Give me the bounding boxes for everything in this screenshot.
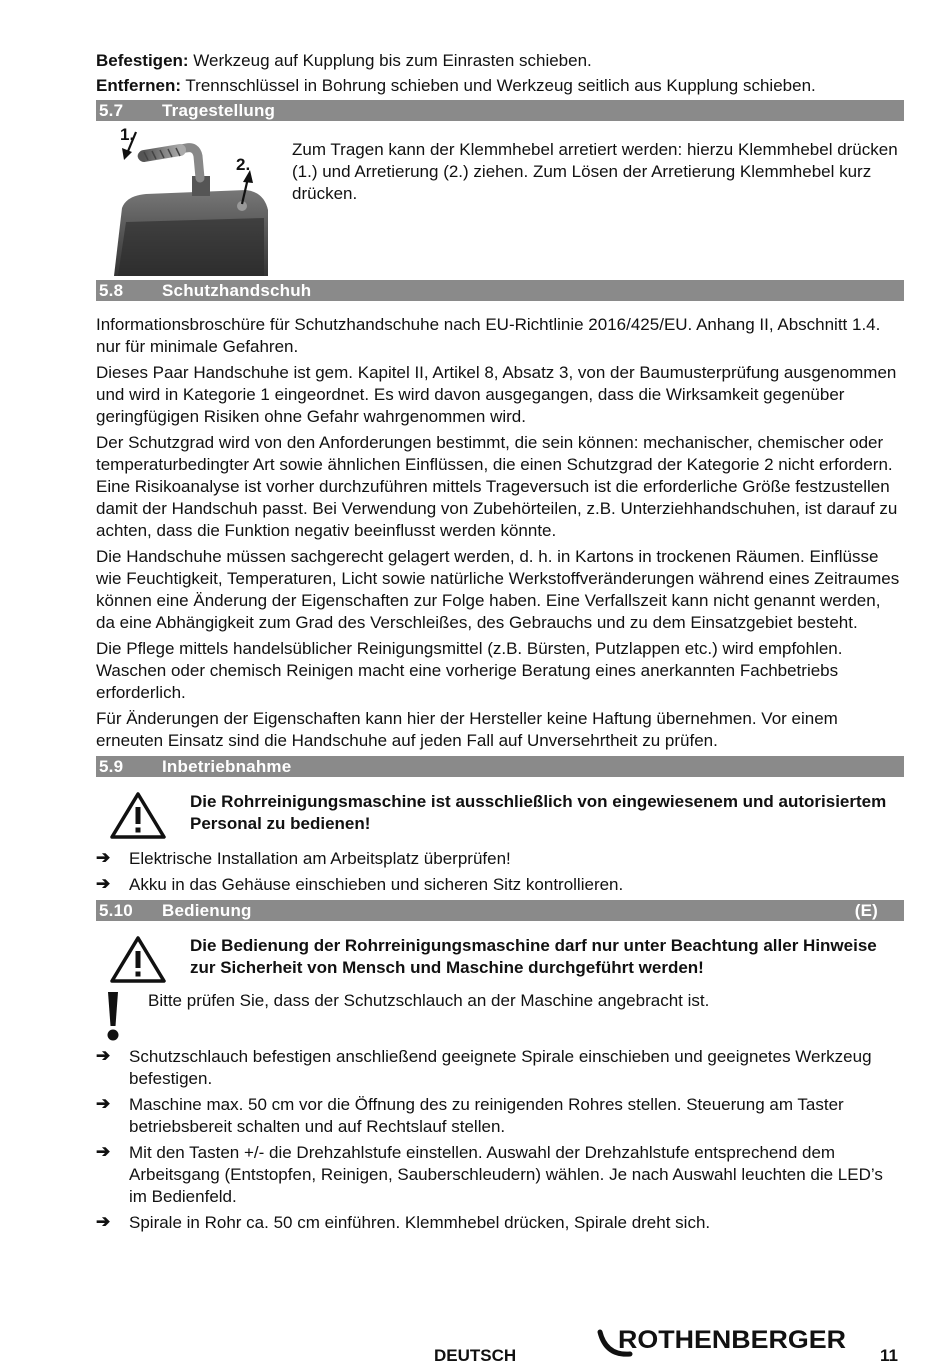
machine-illustration (96, 126, 268, 276)
page-number: 11 (880, 1346, 898, 1365)
section-heading-5-8: 5.8 Schutzhandschuh (96, 280, 904, 301)
manual-page (96, 50, 904, 1238)
section-heading-5-7: 5.7 Tragestellung (96, 100, 904, 121)
footer-language: DEUTSCH (434, 1346, 517, 1365)
warning-triangle-icon (110, 791, 170, 844)
intro-remove: Entfernen: Trennschlüssel in Bohrung schieben und Werkzeug seitlich aus Kupplung schieben. (96, 76, 816, 95)
list-item: ➔ Elektrische Installation am Arbeitsplatz überprüfen! (96, 848, 511, 868)
glove-paragraph-2: Dieses Paar Handschuhe ist gem. Kapitel II, Artikel 8, Absatz 3, von der Baumusterprüfung ausgenommen und wird in Kategorie 1 eingeordnet. Es wird davon ausgegangen, dass die Wirksamkeit gegenüber geringfügigen Risiken ohne Gefahr wahrgenommen wird. (96, 363, 897, 426)
warning-block-commissioning (96, 791, 904, 844)
note-text: Bitte prüfen Sie, dass der Schutzschlauch an der Maschine angebracht ist. (148, 991, 710, 1010)
warning-text-operation: Die Bedienung der Rohrreinigungsmaschine darf nur unter Beachtung aller Hinweise zur Sicherheit von Mensch und Maschine durchgeführt werden! (190, 936, 877, 977)
section-tag: (E) (854, 901, 878, 920)
list-item: ➔ Maschine max. 50 cm vor die Öffnung des zu reinigenden Rohres stellen. Steuerung am Taster betriebsbereit schalten und auf Rechtslauf stellen. (96, 1094, 844, 1136)
exclamation-icon (106, 990, 146, 1042)
glove-paragraph-3: Der Schutzgrad wird von den Anforderungen bestimmt, die sein können: mechanischer, chemischer oder temperaturbedingter Art sowie ähnlichen Einflüssen, die einen Schutzgrad der Kategorie 2 nicht erfordern. Eine Risikoanalyse ist vorher durchzuführen mittels Trageversuch ist die erforderliche Größe festzustellen damit der Handschuh passt. Bei Verwendung von Zubehörteilen, z.B. Unterziehhandschuhen, ist darauf zu achten, dass die Funktion negativ beeinflusst werden könnte. (96, 433, 898, 540)
warning-text-commissioning: Die Rohrreinigungsmaschine ist ausschließlich von eingewiesenem und autorisiertem Personal zu bedienen! (190, 792, 887, 833)
figure-label-2: 2. (236, 155, 251, 174)
warning-block-operation (96, 935, 904, 988)
note-block (96, 990, 904, 1042)
warning-triangle-icon (110, 935, 170, 988)
glove-paragraph-1: Informationsbroschüre für Schutzhandschuhe nach EU-Richtlinie 2016/425/EU. Anhang II, Abschnitt 1.4. nur für minimale Gefahren. (96, 315, 881, 356)
right-arrow-icon: ➔ (96, 1142, 111, 1161)
carry-position-text: Zum Tragen kann der Klemmhebel arretiert werden: hierzu Klemmhebel drücken (1.) und Arretierung (2.) ziehen. Zum Lösen der Arretierung Klemmhebel kurz drücken. (292, 140, 898, 203)
list-item: ➔ Mit den Tasten +/- die Drehzahlstufe einstellen. Auswahl der Drehzahlstufe entsprechend dem Arbeitsgang (Entstopfen, Reinigen, Sauberschleudern) wählen. Je nach Auswahl leuchten die LED’s im Bedienfeld. (96, 1142, 883, 1206)
list-item: ➔ Akku in das Gehäuse einschieben und sicheren Sitz kontrollieren. (96, 874, 624, 894)
brand-logo (596, 1324, 852, 1360)
right-arrow-icon: ➔ (96, 848, 111, 867)
glove-paragraph-5: Die Pflege mittels handelsüblicher Reinigungsmittel (z.B. Bürsten, Putzlappen etc.) wird empfohlen. Waschen oder chemisch Reinigen macht eine vorherige Beratung eines anerkannten Fachbetriebs erforderlich. (96, 639, 843, 702)
list-item: ➔ Schutzschlauch befestigen anschließend geeignete Spirale einschieben und geeignetes Werkzeug befestigen. (96, 1046, 872, 1088)
right-arrow-icon: ➔ (96, 1094, 111, 1113)
carry-position-figure (96, 126, 268, 276)
list-item: ➔ Spirale in Rohr ca. 50 cm einführen. Klemmhebel drücken, Spirale dreht sich. (96, 1212, 711, 1232)
commissioning-steps (96, 848, 904, 896)
carry-position-block (96, 126, 904, 276)
section-heading-5-9: 5.9 Inbetriebnahme (96, 756, 904, 777)
right-arrow-icon: ➔ (96, 874, 111, 893)
right-arrow-icon: ➔ (96, 1212, 111, 1231)
glove-paragraph-4: Die Handschuhe müssen sachgerecht gelagert werden, d. h. in Kartons in trockenen Räumen. Einflüsse wie Feuchtigkeit, Temperaturen, Licht sowie natürliche Werkstoffveränderungen während eines Zeitraumes können eine Änderung der Eigenschaften zur Folge haben. Eine Verfallszeit kann nicht genannt werden, da eine Abhängigkeit zum Grad des Verschleißes, des Gebrauchs und zu dem Einsatzgebiet besteht. (96, 547, 900, 632)
operation-steps (96, 1046, 904, 1234)
right-arrow-icon: ➔ (96, 1046, 111, 1065)
section-heading-5-10: 5.10 Bedienung (E) (96, 900, 904, 921)
brand-wordmark: ROTHENBERGER (618, 1326, 846, 1354)
glove-paragraph-6: Für Änderungen der Eigenschaften kann hier der Hersteller keine Haftung übernehmen. Vor einem erneuten Einsatz sind die Handschuhe auf jeden Fall auf Unversehrtheit zu prüfen. (96, 709, 838, 750)
intro-attach: Befestigen: Werkzeug auf Kupplung bis zum Einrasten schieben. (96, 51, 592, 70)
figure-label-1: 1. (120, 126, 135, 144)
